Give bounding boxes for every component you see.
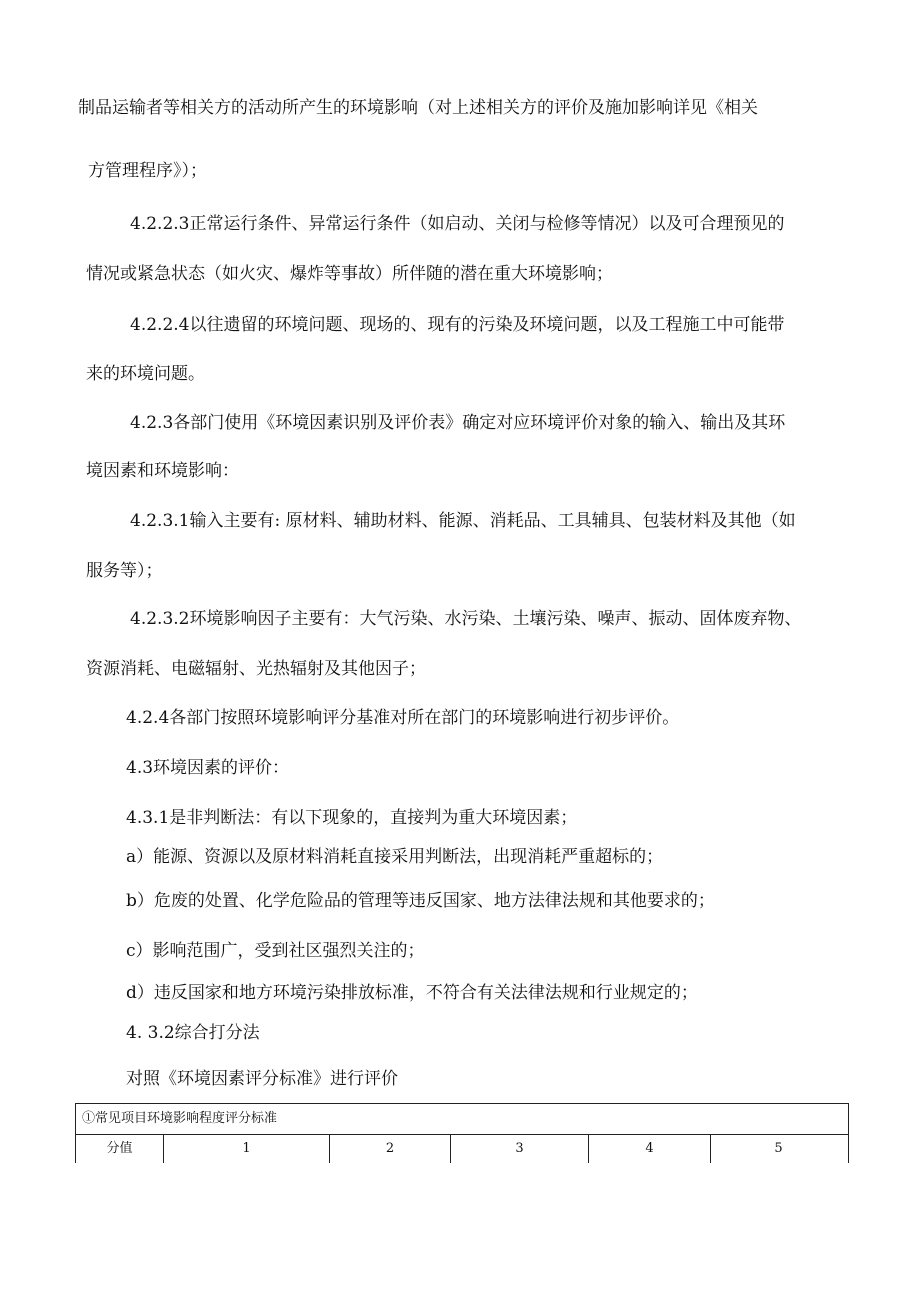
paragraph-line: 4.2.3各部门使用《环境因素识别及评价表》确定对应环境评价对象的输入、输出及其环	[130, 413, 786, 433]
paragraph-line: 4.3.1是非判断法：有以下现象的，直接判为重大环境因素；	[126, 808, 578, 828]
paragraph-line: 境因素和环境影响：	[86, 461, 239, 481]
table-header-cell: 1	[164, 1135, 330, 1163]
paragraph-line: a）能源、资源以及原材料消耗直接采用判断法，出现消耗严重超标的；	[126, 847, 664, 867]
paragraph-line: 4.2.2.4以往遗留的环境问题、现场的、现有的污染及环境问题，以及工程施工中可能带	[130, 315, 785, 335]
table-header-cell: 5	[774, 1141, 783, 1156]
paragraph-line: d）违反国家和地方环境污染排放标准，不符合有关法律法规和行业规定的；	[126, 983, 698, 1003]
table-header-row	[76, 1135, 848, 1163]
paragraph-line: 资源消耗、电磁辐射、光热辐射及其他因子；	[86, 659, 426, 679]
paragraph-line: 4.3环境因素的评价：	[126, 758, 290, 778]
paragraph-line: 4.2.3.1输入主要有: 原材料、辅助材料、能源、消耗品、工具辅具、包装材料及其他（如	[130, 511, 796, 531]
table-header-cell: 2	[330, 1135, 451, 1163]
table-header-cell: 分值	[76, 1135, 164, 1163]
paragraph-line: 4. 3.2综合打分法	[126, 1023, 260, 1043]
paragraph-line: 4.2.4各部门按照环境影响评分基准对所在部门的环境影响进行初步评价。	[126, 708, 680, 728]
table-header-cell: 4	[589, 1135, 711, 1163]
paragraph-line: 情况或紧急状态（如火灾、爆炸等事故）所伴随的潜在重大环境影响；	[86, 264, 613, 284]
paragraph-line: 4.2.3.2环境影响因子主要有：大气污染、水污染、土壤污染、噪声、振动、固体废弃物、	[130, 609, 802, 629]
paragraph-line: 来的环境问题。	[86, 364, 205, 384]
paragraph-line: 制品运输者等相关方的活动所产生的环境影响（对上述相关方的评价及施加影响详见《相关	[78, 98, 758, 118]
paragraph-line: 服务等）；	[86, 561, 163, 581]
paragraph-line: c）影响范围广，受到社区强烈关注的；	[126, 941, 425, 961]
table-header-cell: 3	[451, 1135, 589, 1163]
paragraph-line: b）危废的处置、化学危险品的管理等违反国家、地方法律法规和其他要求的；	[126, 891, 715, 911]
paragraph-line: 方管理程序》）；	[88, 161, 207, 181]
paragraph-line: 4.2.2.3正常运行条件、异常运行条件（如启动、关闭与检修等情况）以及可合理预见的	[130, 214, 785, 234]
score-standard-table	[75, 1103, 849, 1163]
paragraph-line: 对照《环境因素评分标准》进行评价	[126, 1069, 398, 1089]
table-title: ①常见项目环境影响程度评分标准	[76, 1104, 848, 1135]
